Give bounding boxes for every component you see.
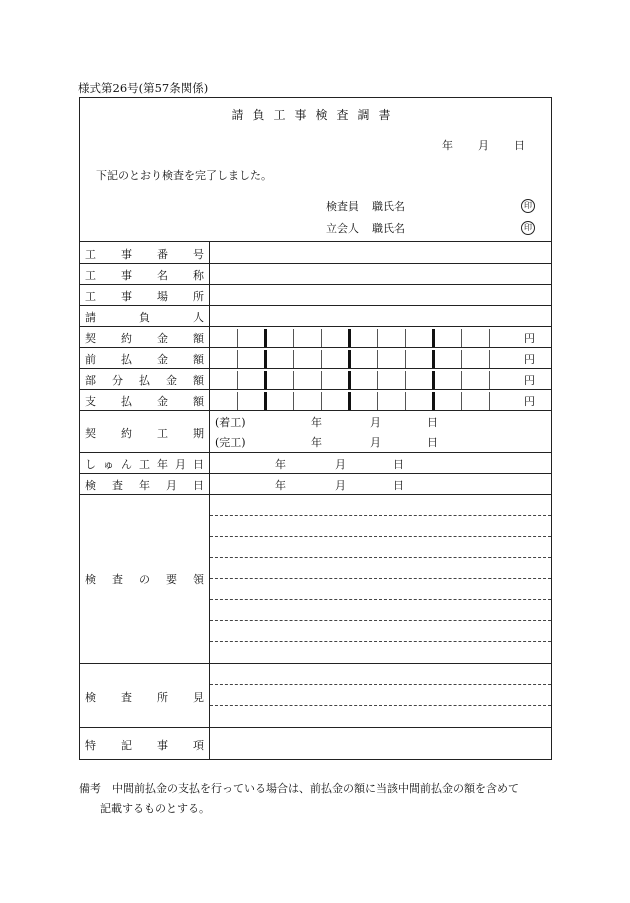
writing-line: [210, 684, 551, 685]
digit-separator: [321, 350, 322, 368]
writing-line: [210, 578, 551, 579]
digit-separator: [461, 392, 462, 410]
digit-separator: [377, 371, 378, 389]
shunko-month-unit: 月: [335, 458, 346, 471]
remarks-line-2: 記載するものとする。: [100, 802, 210, 815]
digit-separator: [237, 329, 238, 347]
kensa-day-unit: 日: [393, 479, 404, 492]
digit-separator: [237, 371, 238, 389]
header-year-unit: 年: [442, 139, 453, 152]
witness-seal-icon: 印: [521, 221, 535, 235]
label-shiharai-kingaku: 支 払 金 額: [85, 395, 204, 408]
shunko-day-unit: 日: [393, 458, 404, 471]
digit-separator: [461, 371, 462, 389]
writing-line: [210, 557, 551, 558]
row-divider: [79, 241, 552, 242]
period-end-year-unit: 年: [311, 436, 322, 449]
witness-name-label: 職氏名: [372, 222, 405, 235]
inspector-role: 検査員: [326, 200, 359, 213]
digit-separator: [321, 392, 322, 410]
writing-line: [210, 599, 551, 600]
period-start-day-unit: 日: [427, 416, 438, 429]
digit-separator: [377, 329, 378, 347]
digit-separator: [461, 329, 462, 347]
digit-separator: [405, 329, 406, 347]
label-bubun-barai-kingaku: 部 分 払 金 額: [85, 374, 204, 387]
digit-separator: [264, 371, 267, 389]
period-start-year-unit: 年: [311, 416, 322, 429]
row-divider: [79, 452, 552, 453]
digit-separator: [432, 392, 435, 410]
label-maebarai-kingaku: 前 払 金 額: [85, 353, 204, 366]
inspector-name-label: 職氏名: [372, 200, 405, 213]
inspector-seal-icon: 印: [521, 199, 535, 213]
remarks-line-1: 備考 中間前払金の支払を行っている場合は、前払金の額に当該中間前払金の額を含めて: [79, 782, 519, 795]
digit-separator: [237, 350, 238, 368]
digit-separator: [405, 392, 406, 410]
row-divider: [79, 494, 552, 495]
yen-label: 円: [524, 395, 535, 408]
digit-separator: [348, 371, 351, 389]
label-koji-basho: 工 事 場 所: [85, 290, 204, 303]
label-keiyaku-kingaku: 契 約 金 額: [85, 332, 204, 345]
row-divider: [79, 305, 552, 306]
form-number-label: 様式第26号(第57条関係): [78, 81, 209, 95]
digit-separator: [348, 392, 351, 410]
digit-separator: [293, 371, 294, 389]
kensa-year-unit: 年: [275, 479, 286, 492]
writing-line: [210, 705, 551, 706]
digit-separator: [432, 350, 435, 368]
completion-notice: 下記のとおり検査を完了しました。: [96, 169, 272, 182]
label-koji-bango: 工 事 番 号: [85, 248, 204, 261]
label-shunko-nengappi: し ゅ ん 工 年 月 日: [85, 458, 204, 471]
digit-separator: [405, 371, 406, 389]
period-start-label: (着工): [215, 416, 246, 429]
digit-separator: [405, 350, 406, 368]
digit-separator: [489, 350, 490, 368]
digit-separator: [293, 392, 294, 410]
digit-separator: [321, 371, 322, 389]
yen-label: 円: [524, 353, 535, 366]
digit-separator: [489, 371, 490, 389]
row-divider: [79, 389, 552, 390]
kensa-month-unit: 月: [335, 479, 346, 492]
witness-role: 立会人: [326, 222, 359, 235]
row-divider: [79, 410, 552, 411]
yen-label: 円: [524, 332, 535, 345]
digit-separator: [489, 329, 490, 347]
remarks: [79, 779, 559, 819]
digit-separator: [489, 392, 490, 410]
label-kensa-shoken: 検 査 所 見: [85, 691, 204, 704]
digit-separator: [432, 371, 435, 389]
digit-separator: [461, 350, 462, 368]
row-divider: [79, 663, 552, 664]
digit-separator: [348, 350, 351, 368]
digit-separator: [264, 329, 267, 347]
label-tokki-jiko: 特 記 事 項: [85, 739, 204, 752]
digit-separator: [377, 350, 378, 368]
row-divider: [79, 284, 552, 285]
label-ukeoinin: 請 負 人: [85, 311, 204, 324]
digit-separator: [264, 392, 267, 410]
digit-separator: [264, 350, 267, 368]
label-kensa-nengappi: 検 査 年 月 日: [85, 479, 204, 492]
yen-label: 円: [524, 374, 535, 387]
period-end-month-unit: 月: [370, 436, 381, 449]
row-divider: [79, 473, 552, 474]
digit-separator: [432, 329, 435, 347]
row-divider: [79, 263, 552, 264]
period-start-month-unit: 月: [370, 416, 381, 429]
digit-separator: [348, 329, 351, 347]
label-keiyaku-koki: 契 約 工 期: [85, 427, 204, 440]
row-divider: [79, 326, 552, 327]
writing-line: [210, 515, 551, 516]
label-koji-meisho: 工 事 名 称: [85, 269, 204, 282]
period-end-day-unit: 日: [427, 436, 438, 449]
form-header: [79, 97, 552, 241]
writing-line: [210, 536, 551, 537]
label-kensa-yoryo: 検 査 の 要 領: [85, 573, 204, 586]
writing-line: [210, 620, 551, 621]
form-title: 請負工事検査調書: [231, 108, 400, 122]
row-divider: [79, 727, 552, 728]
digit-separator: [377, 392, 378, 410]
shunko-year-unit: 年: [275, 458, 286, 471]
row-divider: [79, 368, 552, 369]
digit-separator: [293, 329, 294, 347]
header-month-unit: 月: [478, 139, 489, 152]
digit-separator: [321, 329, 322, 347]
digit-separator: [237, 392, 238, 410]
label-column-divider: [209, 241, 210, 759]
row-divider: [79, 347, 552, 348]
period-end-label: (完工): [215, 436, 246, 449]
digit-separator: [293, 350, 294, 368]
writing-line: [210, 641, 551, 642]
header-day-unit: 日: [514, 139, 525, 152]
